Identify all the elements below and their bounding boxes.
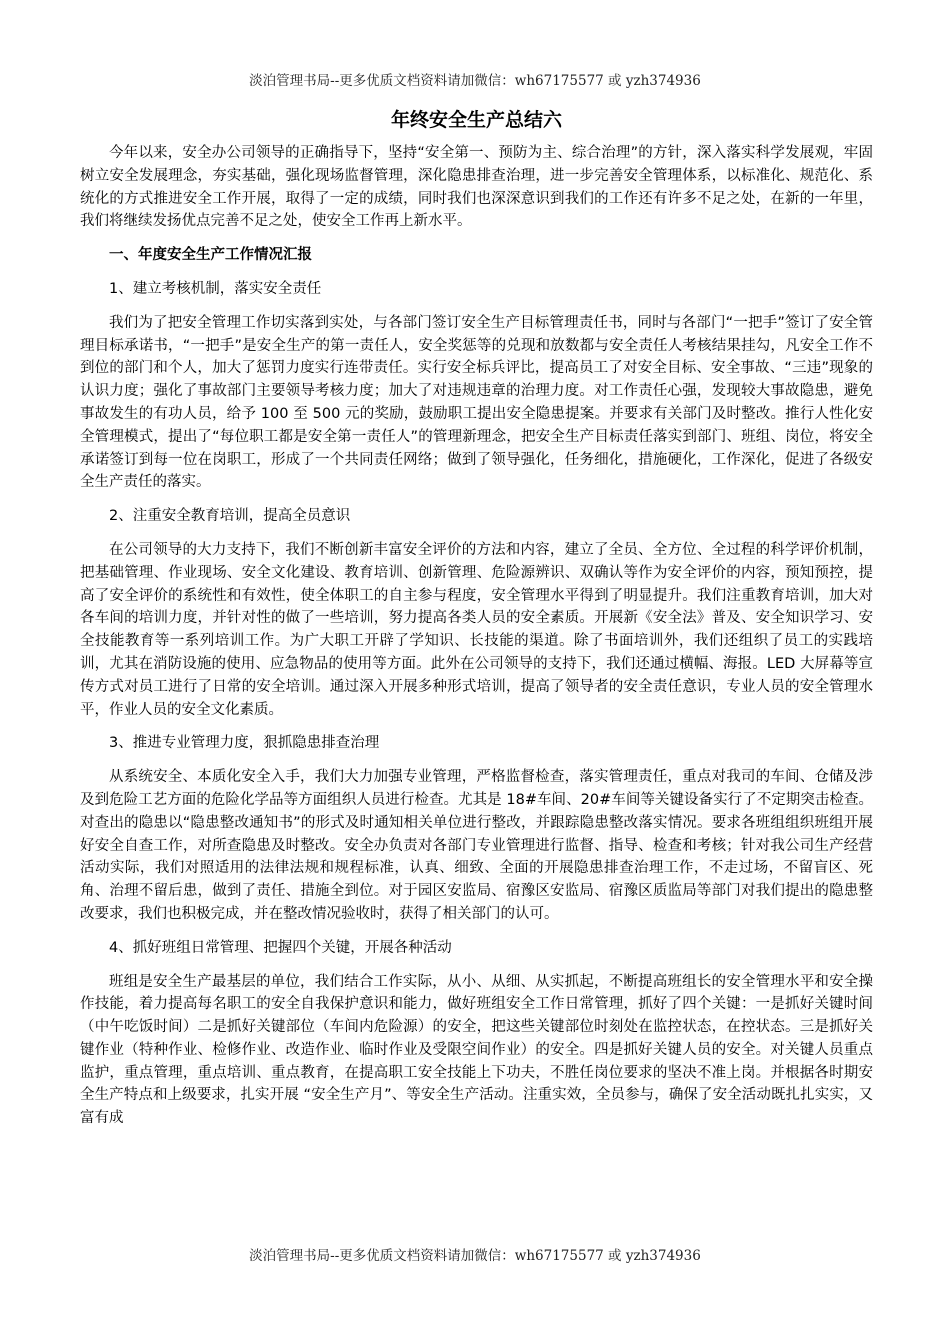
subsection-1-paragraph: 我们为了把安全管理工作切实落到实处，与各部门签订安全生产目标管理责任书，同时与各部门“一把手”签订了安全管理目标承诺书，“一把手”是安全生产的第一责任人，安全奖惩等的兑现和放数都与安全责任人考核结果挂勾，凡安全工作不到位的部门和个人，加大了惩罚力度实行连带责任。实行安全标兵评比，提高员工了对安全目标、安全事故、“三违”现象的认识力度；强化了事故部门主要领导考核力度；加大了对违规违章的治理力度。对工作责任心强，发现较大事故隐患，避免事故发生的有功人员，给予 100 至 500 元的奖励，鼓励职工提出安全隐患提案。并要求有关部门及时整改。推行人性化安全管理模式，提出了“每位职工都是安全第一责任人”的管理新理念，把安全生产目标责任落实到部门、班组、岗位，将安全承诺签订到每一位在岗职工，形成了一个共同责任网络；做到了领导强化，任务细化，措施硬化，工作深化，促进了各级安全生产责任的落实。 — [80, 314, 873, 491]
page-header: 淡泊管理书局--更多优质文档资料请加微信：wh67175577 或 yzh374936 — [249, 73, 701, 89]
intro-paragraph: 今年以来，安全办公司领导的正确指导下，坚持“安全第一、预防为主、综合治理”的方针，深入落实科学发展观，牢固树立安全发展理念，夯实基础，强化现场监督管理，深化隐患排查治理，进一步完善安全管理体系，以标准化、规范化、系统化的方式推进安全工作开展，取得了一定的成绩，同时我们也深深意识到我们的工作还有许多不足之处，在新的一年里，我们将继续发扬优点完善不足之处，使安全工作再上新水平。 — [80, 145, 873, 230]
section-1-heading: 一、年度安全生产工作情况汇报 — [109, 247, 312, 264]
page-footer: 淡泊管理书局--更多优质文档资料请加微信：wh67175577 或 yzh374936 — [249, 1248, 701, 1264]
subsection-4-paragraph: 班组是安全生产最基层的单位，我们结合工作实际，从小、从细、从实抓起，不断提高班组长的安全管理水平和安全操作技能，着力提高每名职工的安全自我保护意识和能力，做好班组安全工作日常管理，抓好了四个关键：一是抓好关键时间（中午吃饭时间）二是抓好关键部位（车间内危险源）的安全，把这些关键部位时刻处在监控状态，在控状态。三是抓好关键作业（特种作业、检修作业、改造作业、临时作业及受限空间作业）的安全。四是抓好关键人员的安全。对关键人员重点监护，重点管理，重点培训、重点教育，在提高职工安全技能上下功夫，不胜任岗位要求的坚决不准上岗。并根据各时期安全生产特点和上级要求，扎实开展 “安全生产月”、等安全生产活动。注重实效，全员参与，确保了安全活动既扎扎实实，又富有成 — [80, 973, 873, 1127]
subsection-2-paragraph: 在公司领导的大力支持下，我们不断创新丰富安全评价的方法和内容，建立了全员、全方位、全过程的科学评价机制，把基础管理、作业现场、安全文化建设、教育培训、创新管理、危险源辨识、双确认等作为安全评价的内容，预知预控，提高了安全评价的系统性和有效性，使全体职工的自主参与程度，安全管理水平得到了明显提升。我们注重教育培训，加大对各车间的培训力度，并针对性的做了一些培训，努力提高各类人员的安全素质。开展新《安全法》普及、安全知识学习、安全技能教育等一系列培训工作。为广大职工开辟了学知识、长技能的渠道。除了书面培训外，我们还组织了员工的实践培训，尤其在消防设施的使用、应急物品的使用等方面。此外在公司领导的支持下，我们还通过横幅、海报。LED 大屏幕等宣传方式对员工进行了日常的安全培训。通过深入开展多种形式培训，提高了领导者的安全责任意识，专业人员的安全管理水平，作业人员的安全文化素质。 — [80, 541, 873, 718]
subsection-2-heading: 2、注重安全教育培训，提高全员意识 — [109, 508, 351, 525]
subsection-4-heading: 4、抓好班组日常管理、把握四个关键，开展各种活动 — [109, 939, 452, 956]
document-title: 年终安全生产总结六 — [390, 109, 562, 131]
subsection-3-heading: 3、推进专业管理力度，狠抓隐患排查治理 — [109, 735, 380, 752]
subsection-1-heading: 1、建立考核机制，落实安全责任 — [109, 280, 322, 297]
subsection-3-paragraph: 从系统安全、本质化安全入手，我们大力加强专业管理，严格监督检查，落实管理责任，重点对我司的车间、仓储及涉及到危险工艺方面的危险化学品等方面组织人员进行检查。尤其是 18#车间、20#车间等关键设备实行了不定期突击检查。对查出的隐患以“隐患整改通知书”的形式及时通知相关单位进行整改，并跟踪隐患整改落实情况。要求各班组组织班组开展好安全自查工作，对所查隐患及时整改。安全办负责对各部门专业管理进行监督、指导、检查和考核；针对我公司生产经营活动实际，我们对照适用的法律法规和规程标准，认真、细致、全面的开展隐患排查治理工作，不走过场，不留盲区、死角、治理不留后患，做到了责任、措施全到位。对于园区安监局、宿豫区安监局、宿豫区质监局等部门对我们提出的隐患整改要求，我们也积极完成，并在整改情况验收时，获得了相关部门的认可。 — [80, 769, 873, 922]
document-body — [80, 106, 873, 1130]
